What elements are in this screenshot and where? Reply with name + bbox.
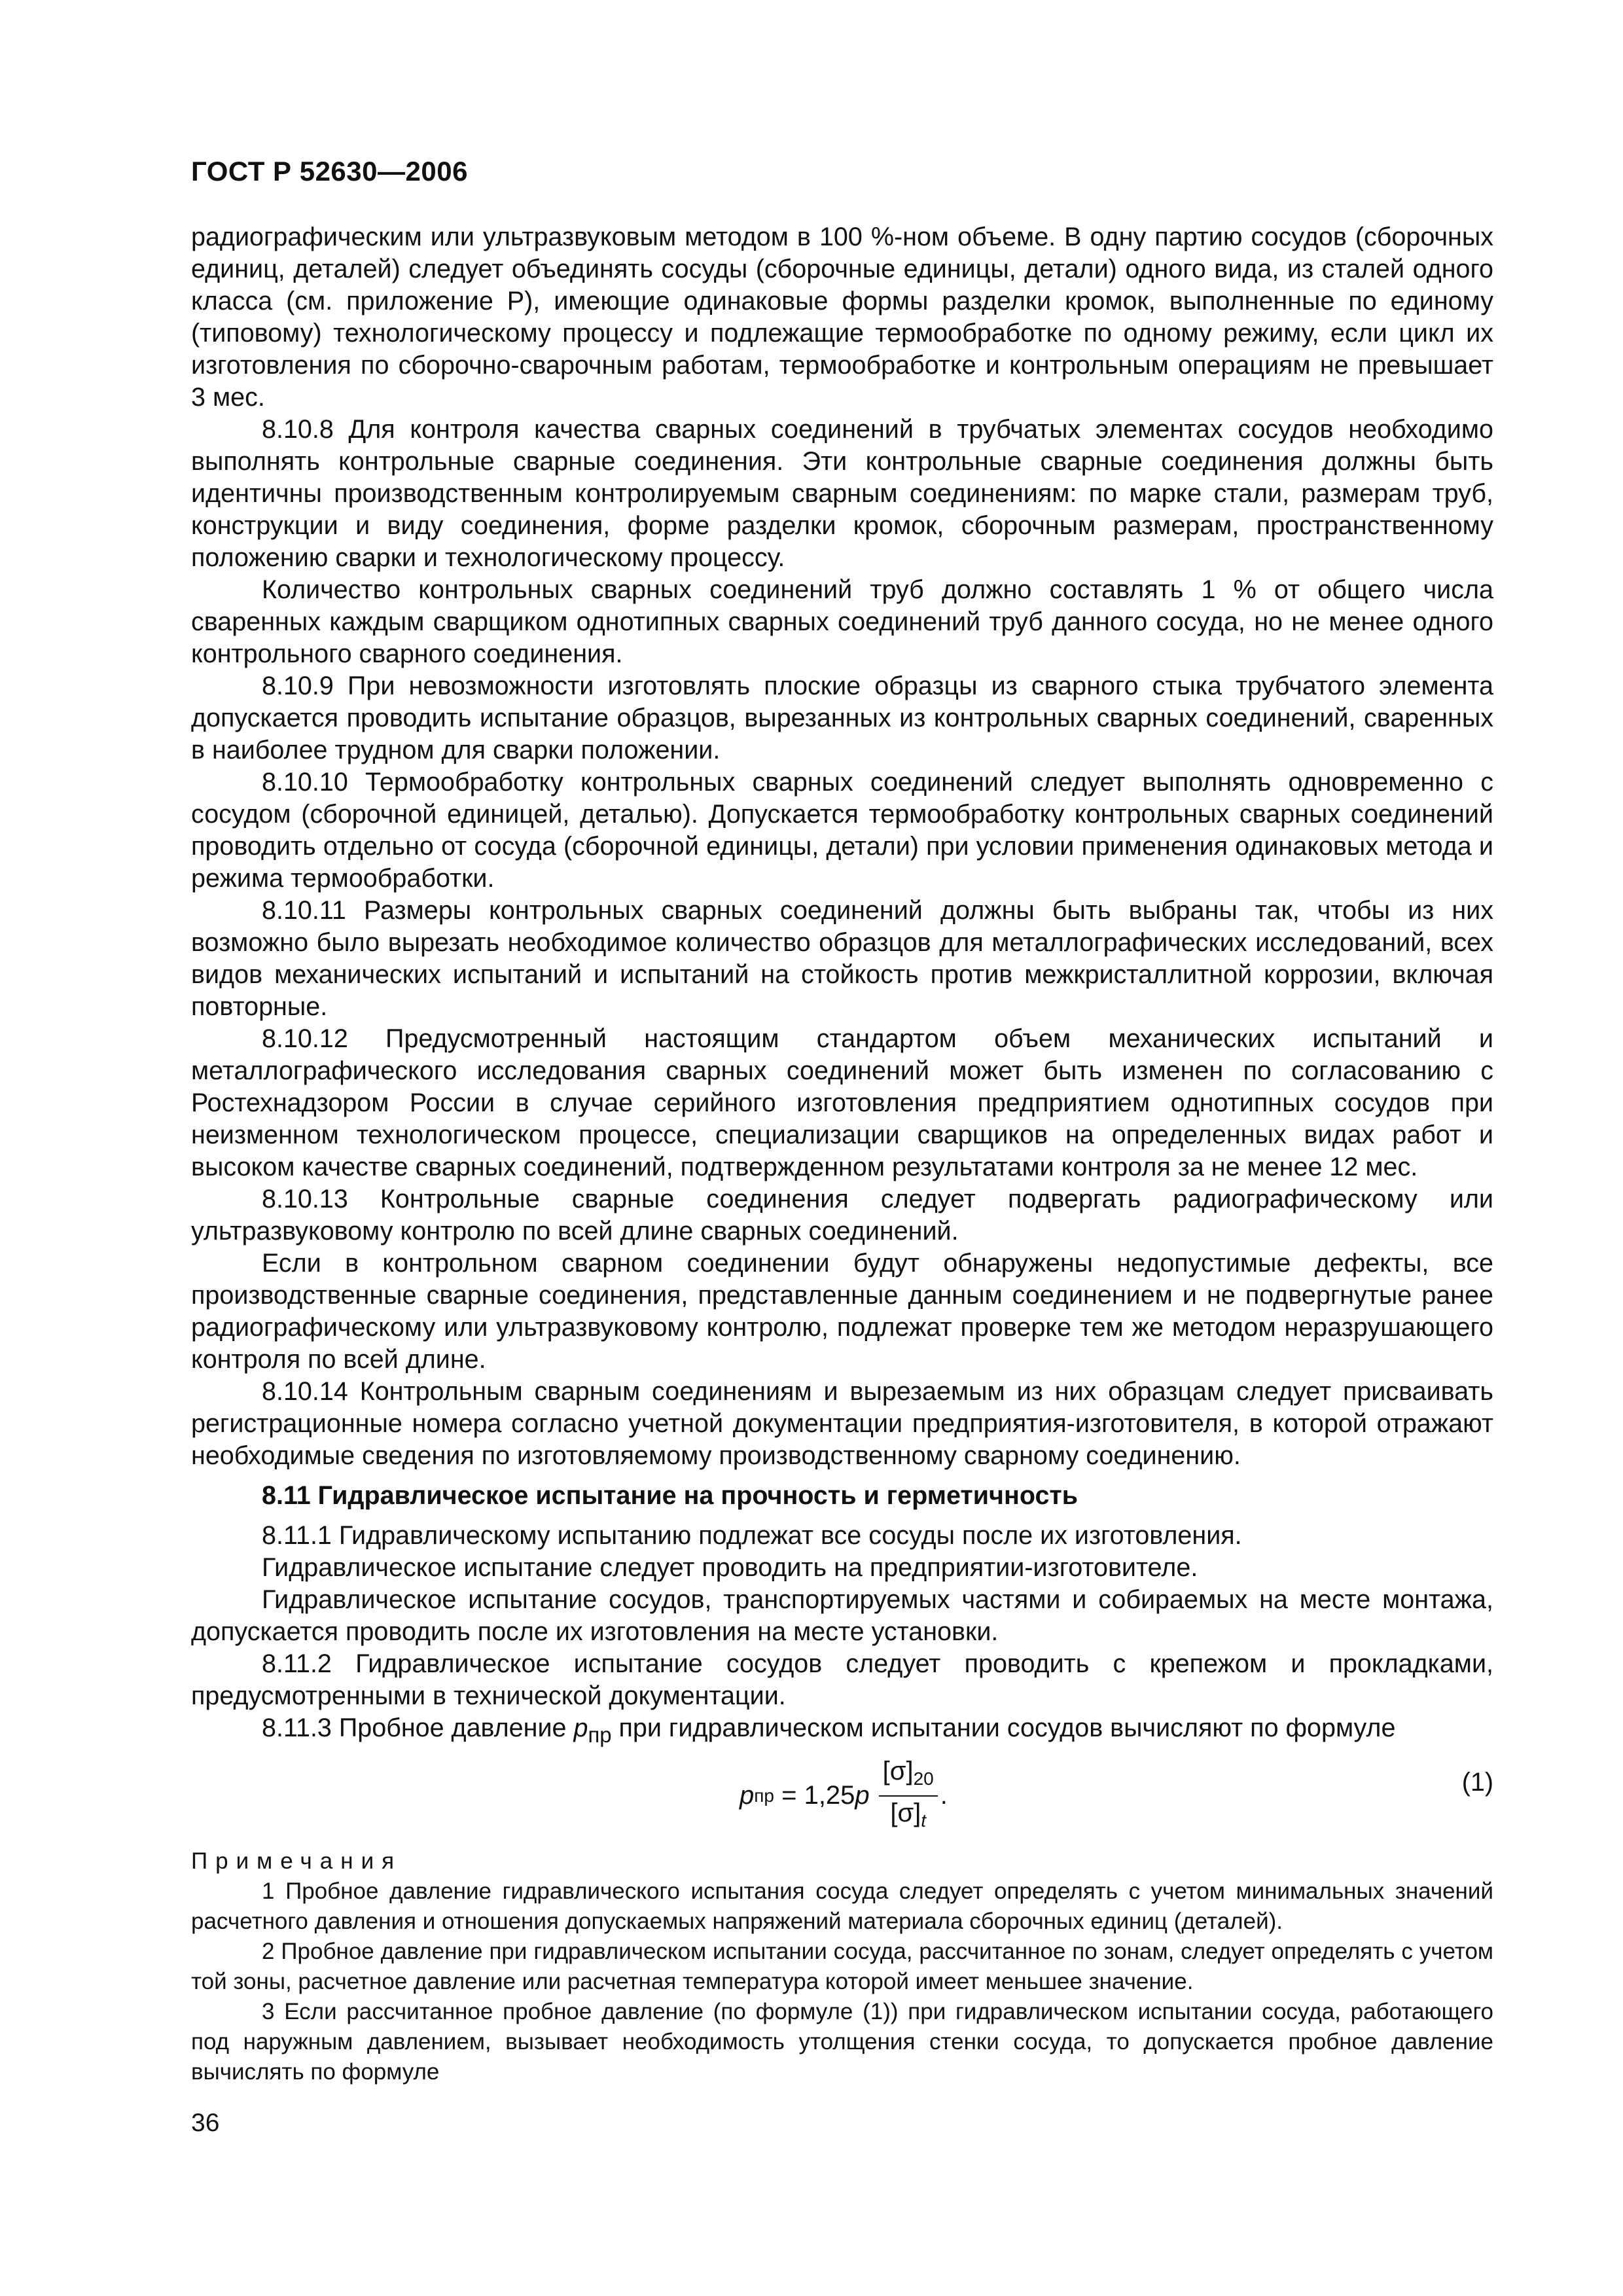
document-header: ГОСТ Р 52630—2006: [191, 156, 468, 187]
note-2: 2 Пробное давление при гидравлическом испытании сосуда, рассчитанное по зонам, следует определять с учетом той зоны, расчетное давление или расчетная температура которой имеет меньшее значение.: [191, 1938, 1493, 1994]
formula-lhs: p: [740, 1781, 755, 1810]
formula-expression: [740, 1757, 948, 1835]
paragraph-8-11-2: 8.11.2 Гидравлическое испытание сосудов следует проводить с крепежом и прокладками, предусмотренными в технической документации.: [191, 1649, 1493, 1710]
note-3: 3 Если рассчитанное пробное давление (по формуле (1)) при гидравлическом испытании сосуда, работающего под наружным давлением, вызывает необходимость утолщения стенки сосуда, то допускается пробное давление вычислять по формуле: [191, 1998, 1493, 2085]
paragraph-defects: Если в контрольном сварном соединении будут обнаружены недопустимые дефекты, все производственные сварные соединения, представленные данным соединением и не подвергнутые ранее радиографическому или ультразвуковому контролю, подлежат проверке тем же методом неразрушающего контроля по всей длине.: [191, 1249, 1493, 1374]
note-1: 1 Пробное давление гидравлического испытания сосуда следует определять с учетом минимальных значений расчетного давления и отношения допускаемых напряжений материала сборочных единиц (деталей).: [191, 1878, 1493, 1934]
paragraph-continuation: радиографическим или ультразвуковым методом в 100 %-ном объеме. В одну партию сосудов (сборочных единиц, деталей) следует объединять сосуды (сборочные единицы, детали) одного вида, из сталей одного класса (см. приложение Р), имеющие одинаковые формы разделки кромок, выполненные по единому (типовому) технологическому процессу и подлежащие термообработке по одному режиму, если цикл их изготовления по сборочно-сварочным работам, термообработке и контрольным операциям не превышает 3 мес.: [191, 223, 1493, 412]
notes-block: [191, 1846, 1493, 2087]
page-number: 36: [191, 2109, 220, 2137]
paragraph-on-site-test: Гидравлическое испытание сосудов, транспортируемых частями и собираемых на месте монтажа, допускается проводить после их изготовления на месте установки.: [191, 1585, 1493, 1646]
formula-intro-subscript: пр: [588, 1722, 612, 1747]
formula-period: .: [940, 1781, 948, 1810]
formula-fraction: [879, 1757, 938, 1835]
section-heading-8-11: 8.11 Гидравлическое испытание на прочность и герметичность: [262, 1481, 1079, 1510]
formula-denominator: [886, 1797, 930, 1835]
paragraph-8-11-1: 8.11.1 Гидравлическому испытанию подлежат все сосуды после их изготовления.: [262, 1521, 1242, 1550]
formula-equals-coefficient: = 1,25: [774, 1781, 855, 1810]
formula-intro-before: 8.11.3 Пробное давление: [262, 1713, 574, 1742]
paragraph-8-10-10: 8.10.10 Термообработку контрольных сварных соединений следует выполнять одновременно с сосудом (сборочной единицей, деталью). Допускается термообработку контрольных сварных соединений проводить отдельно от сосуда (сборочной единицы, детали) при условии применения одинаковых метода и режима термообработки.: [191, 768, 1493, 893]
paragraph-8-10-9: 8.10.9 При невозможности изготовлять плоские образцы из сварного стыка трубчатого элемента допускается проводить испытание образцов, вырезанных из контрольных сварных соединений, сваренных в наиболее трудном для сварки положении.: [191, 672, 1493, 764]
formula-denominator-subscript-text: t: [921, 1810, 927, 1831]
paragraph-8-10-13: 8.10.13 Контрольные сварные соединения следует подвергать радиографическому или ультразвуковому контролю по всей длине сварных соединений.: [191, 1185, 1493, 1246]
formula-numerator: [879, 1757, 938, 1797]
formula-p: p: [855, 1781, 870, 1810]
paragraph-manufacturer-test: Гидравлическое испытание следует проводить на предприятии-изготовителе.: [262, 1553, 1198, 1582]
formula-denominator-subscript: [921, 1810, 926, 1831]
paragraph-8-10-8: 8.10.8 Для контроля качества сварных соединений в трубчатых элементах сосудов необходимо выполнять контрольные сварные соединения. Эти контрольные сварные соединения должны быть идентичны производственным контролируемым сварным соединениям: по марке стали, размерам труб, конструкции и виду соединения, форме разделки кромок, сборочным размерам, пространственному положению сварки и технологическому процессу.: [191, 415, 1493, 572]
formula-intro-after: при гидравлическом испытании сосудов вычисляют по формуле: [611, 1713, 1396, 1742]
paragraph-8-10-12: 8.10.12 Предусмотренный настоящим стандартом объем механических испытаний и металлографического исследования сварных соединений может быть изменен по согласованию с Ростехнадзором России в случае серийного изготовления предприятием однотипных сосудов при неизменном технологическом процессе, специализации сварщиков на определенных видах работ и высоком качестве сварных соединений, подтвержденном результатами контроля за не менее 12 мес.: [191, 1024, 1493, 1181]
formula-lhs-subscript: пр: [754, 1785, 774, 1806]
formula-numerator-text: [σ]: [882, 1756, 914, 1785]
paragraph-8-10-11: 8.10.11 Размеры контрольных сварных соединений должны быть выбраны так, чтобы из них возможно было вырезать необходимое количество образцов для металлографических исследований, всех видов механических испытаний и испытаний на стойкость против межкристаллитной коррозии, включая повторные.: [191, 896, 1493, 1021]
formula-1: [191, 1753, 1493, 1829]
formula-intro-symbol: p: [573, 1713, 588, 1742]
formula-numerator-subscript: 20: [913, 1768, 934, 1789]
formula-denominator-text: [σ]: [890, 1798, 921, 1827]
paragraph-count-control-joints: Количество контрольных сварных соединений труб должно составлять 1 % от общего числа сваренных каждым сварщиком однотипных сварных соединений труб данного сосуда, но не менее одного контрольного сварного соединения.: [191, 575, 1493, 668]
document-body: [191, 221, 1493, 2087]
notes-title: Примечания: [191, 1848, 402, 1874]
paragraph-8-11-3: [191, 1712, 1493, 1751]
paragraph-8-10-14: 8.10.14 Контрольным сварным соединениям и вырезаемым из них образцам следует присваивать регистрационные номера согласно учетной документации предприятия-изготовителя, в которой отражают необходимые сведения по изготовляемому производственному сварному соединению.: [191, 1377, 1493, 1470]
formula-number: (1): [1461, 1767, 1493, 1797]
